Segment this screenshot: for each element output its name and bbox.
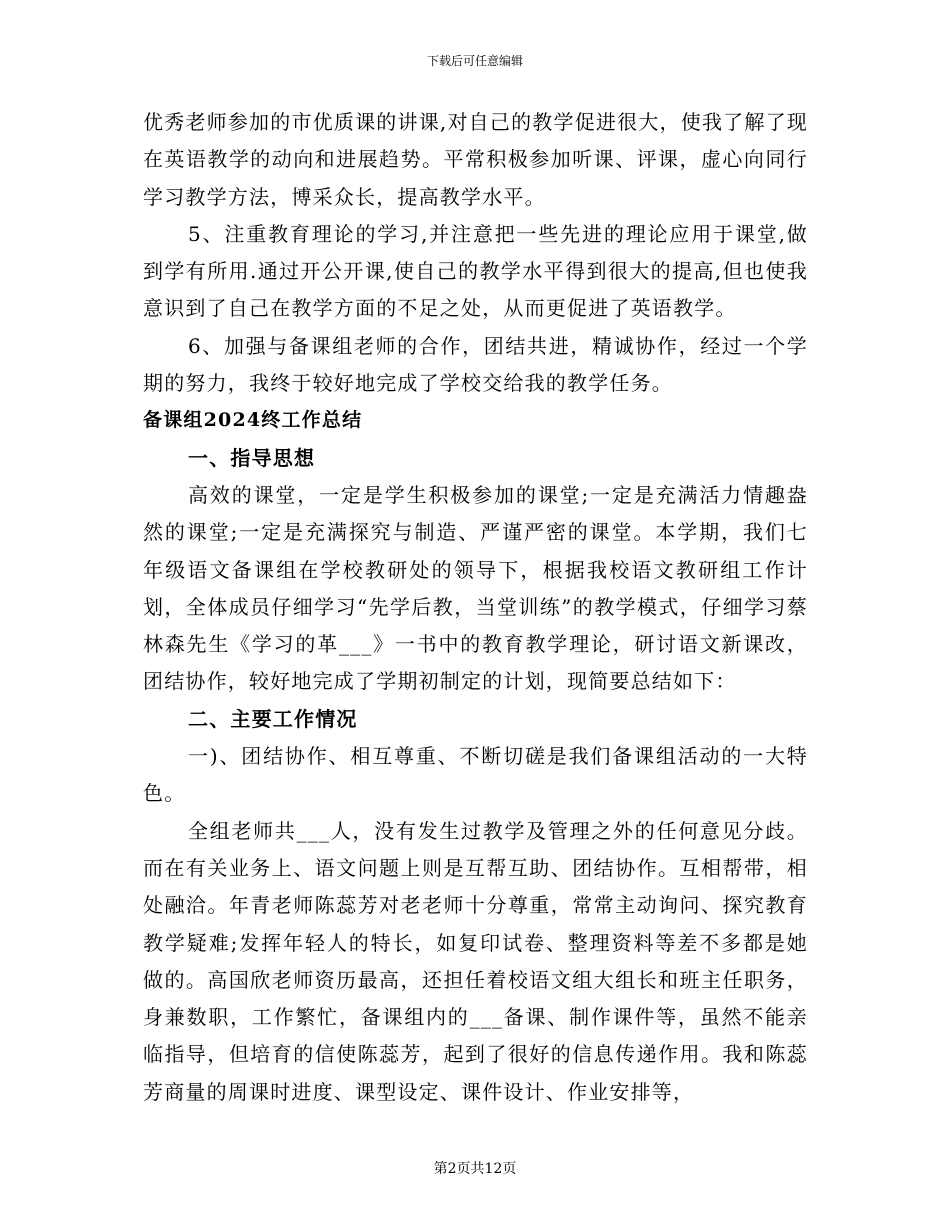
section-heading: 二、主要工作情况 [188,706,358,731]
paragraph: 优秀老师参加的市优质课的讲课,对自己的教学促进很大，使我了解了现在英语教学的动向和进展趋势。平常积极参加听课、评课，虚心向同行学习教学方法，博采众长，提高教学水平。 [143,110,808,209]
paragraph: 全组老师共___人，没有发生过教学及管理之外的任何意见分歧。而在有关业务上、语文问题上则是互帮互助、团结协作。互相帮带，相处融洽。年青老师陈蕊芳对老老师十分尊重，常常主动询问、探究教育教学疑难;发挥年轻人的特长，如复印试卷、整理资料等差不多都是她做的。高国欣老师资历最高，还担任着校语文组大组长和班主任职务，身兼数职，工作繁忙，备课组内的___备课、制作课件等，虽然不能亲临指导，但培育的信使陈蕊芳，起到了很好的信息传递作用。我和陈蕊芳商量的周课时进度、课型设定、课件设计、作业安排等， [143,818,808,1104]
paragraph: 6、加强与备课组老师的合作，团结共进，精诚协作，经过一个学期的努力，我终于较好地完成了学校交给我的教学任务。 [143,333,808,396]
paragraph: 高效的课堂，一定是学生积极参加的课堂;一定是充满活力情趣盎然的课堂;一定是充满探究与制造、严谨严密的课堂。本学期，我们七年级语文备课组在学校教研处的领导下，根据我校语文教研组工作计划，全体成员仔细学习“先学后教，当堂训练”的教学模式，仔细学习蔡林森先生《学习的革___》一书中的教育教学理论，研讨语文新课改，团结协作，较好地完成了学期初制定的计划，现简要总结如下： [143,482,808,694]
paragraph: 5、注重教育理论的学习,并注意把一些先进的理论应用于课堂,做到学有所用.通过开公开课,使自己的教学水平得到很大的提高,但也使我意识到了自己在教学方面的不足之处，从而更促进了英语教学。 [143,221,808,321]
page-number: 第2页共12页 [433,1161,517,1177]
document-title: 备课组2024终工作总结 [143,409,363,432]
paragraph: 一)、团结协作、相互尊重、不断切磋是我们备课组活动的一大特色。 [143,744,808,806]
header-note: 下载后可任意编辑 [426,54,523,68]
section-heading: 一、指导思想 [188,445,316,470]
document-body [143,104,808,1111]
